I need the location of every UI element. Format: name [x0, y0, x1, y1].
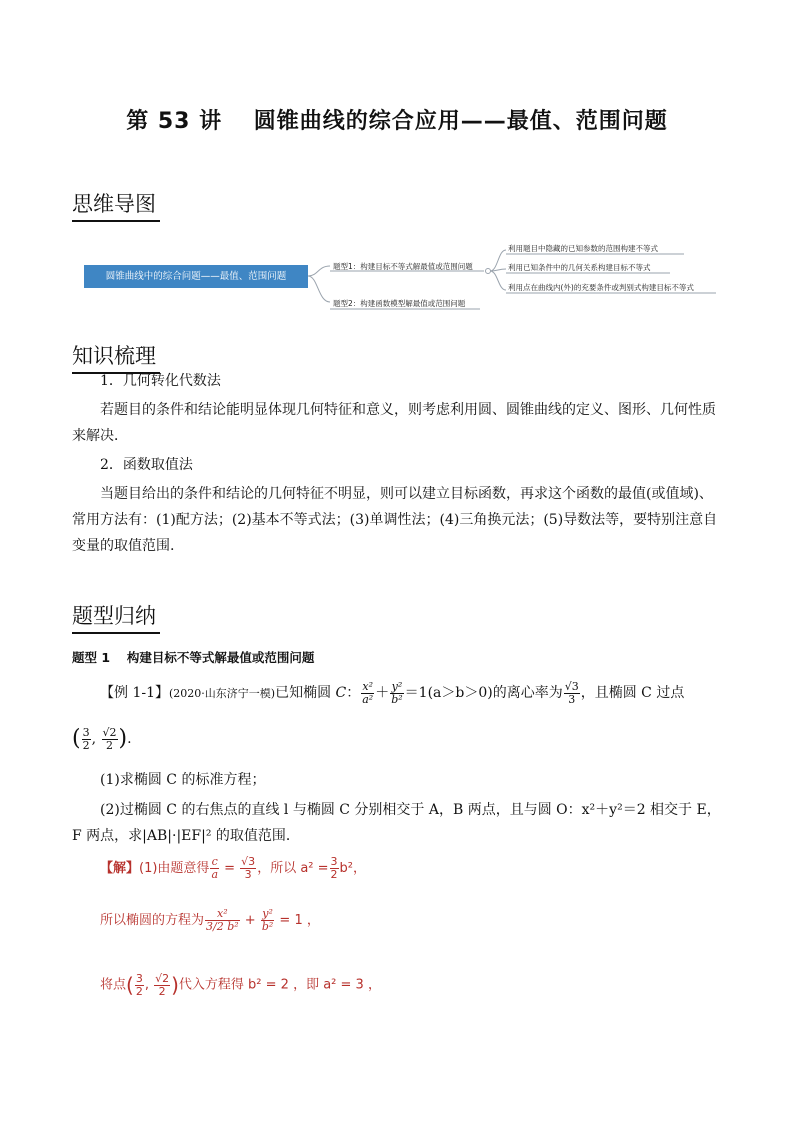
example-q-text: 已知椭圆 — [275, 685, 336, 701]
solution-text-1c: ， — [353, 861, 367, 876]
mindmap-leaf-3: 利用点在曲线内(外)的充要条件或判别式构建目标不等式 — [508, 283, 694, 292]
sol-frac-sqrt3: $\frac{√3}{3}$ — [241, 855, 256, 881]
example-label: 【例 1-1】 — [100, 685, 169, 701]
point-y-fraction: $\frac{√2}{2}$ — [102, 725, 117, 752]
mindmap-node-dot — [486, 269, 491, 274]
knowledge-heading-1: 1．几何转化代数法 — [100, 373, 221, 389]
mindmap-link-root-b2 — [308, 276, 330, 302]
section-underline — [72, 632, 160, 634]
sol-point-y: $\frac{√2}{2}$ — [155, 971, 170, 998]
solution-line-3: 将点( $\frac{3}{2}$ , $\frac{√2}{2}$ )代入方程得 b² = 2 ，即 a² = 3 ， — [100, 971, 381, 998]
type1-heading: 题型 1 构建目标不等式解最值或范围问题 — [72, 650, 315, 665]
section-heading-types-text: 题型归纳 — [72, 604, 156, 628]
ellipse-y-term: $\frac{\text{y²}}{\text{b²}}$ — [391, 679, 403, 706]
knowledge-paragraph-1: 若题目的条件和结论能明显体现几何特征和意义，则考虑利用圆、圆锥曲线的定义、图形、几何性质来解决． — [72, 402, 716, 444]
section-heading-mindmap-text: 思维导图 — [72, 192, 156, 216]
solution-text-1b: ，所以 a² = — [257, 861, 329, 876]
mindmap-branch-2: 题型2：构建函数模型解最值或范围问题 — [333, 299, 466, 308]
solution-text-2: 所以椭圆的方程为 — [100, 913, 205, 928]
example-eq-tail: ＝1(a＞b＞0)的离心率为 — [404, 685, 563, 701]
sol-point-x: $\frac{3}{2}$ — [135, 971, 143, 998]
sol-frac-y2: $\frac{\text{y²}}{\text{b²}}$ — [261, 907, 274, 933]
knowledge-heading-2: 2．函数取值法 — [100, 457, 193, 473]
point-x-fraction: $\frac{3}{2}$ — [82, 725, 90, 752]
solution-line-1: 【解】(1)由题意得 $\frac{c}{a}$ = $\frac{√3}{3}$ ，所以 a² = $\frac{3}{2}$ b²， — [100, 855, 367, 881]
solution-line-2: 所以椭圆的方程为 $\frac{\text{x²}}{\text{3/2 b²}}$ + $\frac{\text{y²}}{\text{b²}}$ = 1 ， — [100, 907, 320, 933]
example-line-1: 【例 1-1】(2020·山东济宁一模)已知椭圆 C： $\frac{\text{x²}}{\text{a²}}$ ＋ $\frac{\text{y²}}{\text{b²}}$ ＝1(a＞b＞0)的离心率为 $\frac{√3}{3}$ ，且椭圆 C 过点 — [100, 679, 685, 706]
sol-frac-c-a: $\frac{c}{a}$ — [211, 855, 218, 881]
mindmap-link-root-b1 — [308, 266, 330, 276]
section-underline — [72, 220, 160, 222]
eccentricity-fraction: $\frac{√3}{3}$ — [564, 679, 579, 706]
solution-text-2b: = 1 ， — [275, 913, 320, 928]
mindmap-link-b1-l1 — [490, 250, 506, 271]
mindmap-root: 圆锥曲线中的综合问题——最值、范围问题 — [84, 265, 308, 288]
solution-text-1: (1)由题意得 — [139, 861, 210, 876]
section-heading-knowledge-text: 知识梳理 — [72, 344, 156, 368]
sol-frac-x2: $\frac{\text{x²}}{\text{3/2 b²}}$ — [206, 907, 239, 933]
solution-text-3b: 代入方程得 b² = 2 ，即 a² = 3 ， — [178, 977, 381, 993]
knowledge-paragraph-2: 当题目给出的条件和结论的几何特征不明显，则可以建立目标函数，再求这个函数的最值(或值域)、常用方法有：(1)配方法；(2)基本不等式法；(3)单调性法；(4)三角换元法；(5)导数法等，要特别注意自变量的取值范围. — [72, 486, 718, 554]
solution-label: 【解】 — [100, 861, 140, 876]
mindmap-branch-1: 题型1：构建目标不等式解最值或范围问题 — [333, 262, 473, 271]
solution-text-3: 将点 — [100, 977, 127, 993]
section-heading-mindmap — [72, 188, 160, 222]
ellipse-x-term: $\frac{\text{x²}}{\text{a²}}$ — [362, 679, 374, 706]
page-title: 第 53 讲 圆锥曲线的综合应用——最值、范围问题 — [126, 109, 668, 134]
mindmap-leaf-2: 利用已知条件中的几何关系构建目标不等式 — [508, 263, 651, 272]
example-point: ( $\frac{3}{2}$ , $\frac{√2}{2}$ ). — [72, 725, 132, 752]
example-source: (2020·山东济宁一模) — [169, 687, 276, 700]
example-q-colon: ： — [346, 685, 361, 701]
section-heading-types — [72, 600, 160, 634]
mindmap-leaf-1: 利用题目中隐藏的已知参数的范围构建不等式 — [508, 244, 658, 253]
example-q-tail: ，且椭圆 C 过点 — [580, 685, 685, 701]
sol-frac-3-2: $\frac{3}{2}$ — [330, 855, 338, 881]
example-part-1: (1)求椭圆 C 的标准方程； — [100, 772, 266, 788]
example-q-C: C — [335, 685, 347, 701]
mindmap-link-b1-l3 — [490, 271, 506, 290]
example-part-2: (2)过椭圆 C 的右焦点的直线 l 与椭圆 C 分别相交于 A，B 两点，且与圆 O：x²＋y²＝2 相交于 E，F 两点，求|AB|·|EF|² 的取值范围． — [72, 802, 721, 844]
